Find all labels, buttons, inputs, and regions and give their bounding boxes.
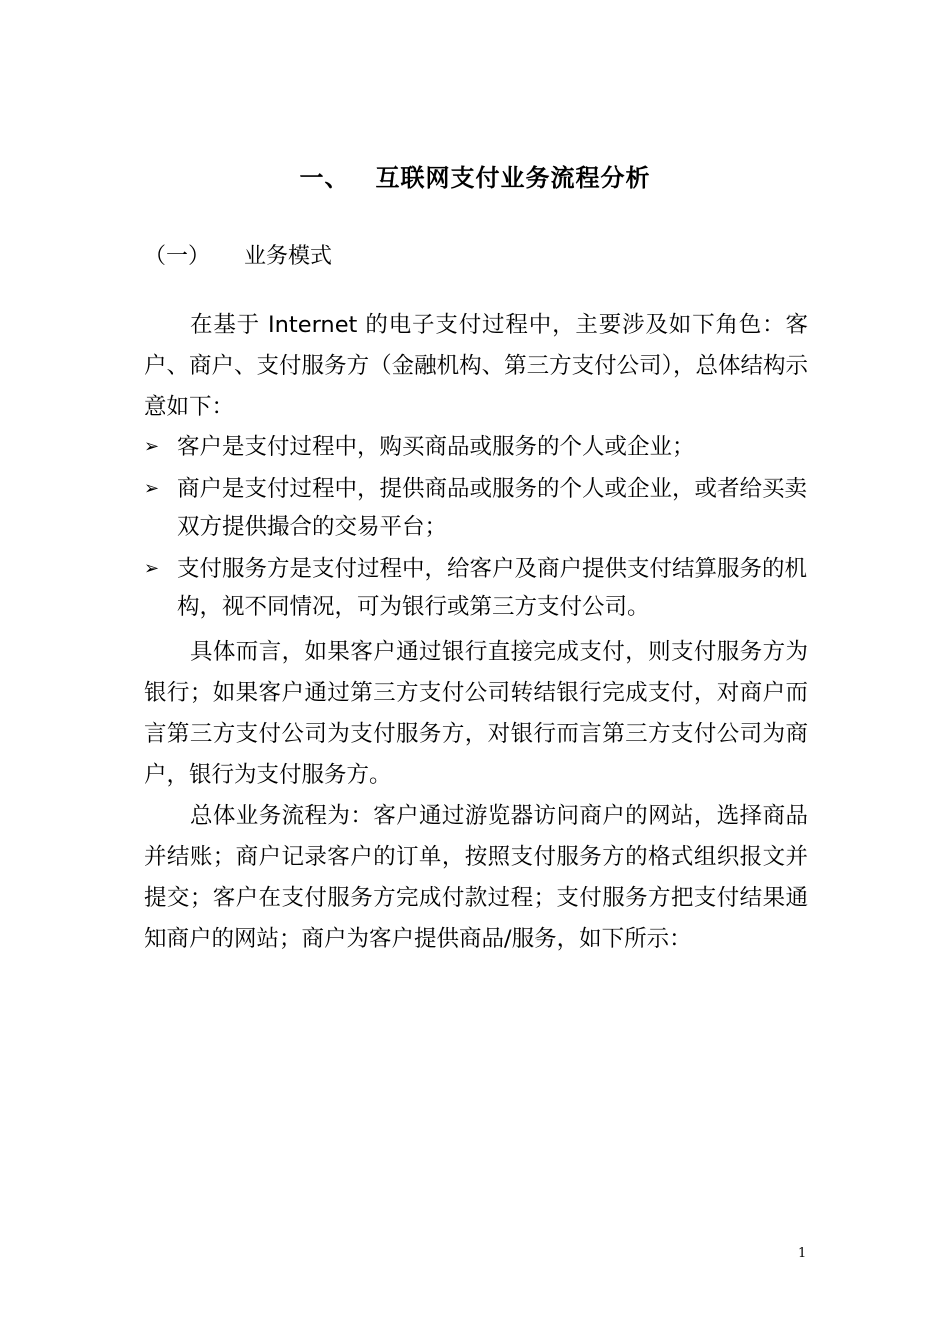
section-number: 一、 xyxy=(299,164,350,192)
subsection-number: （一） xyxy=(144,244,211,269)
section-title: 互联网支付业务流程分析 xyxy=(375,164,651,192)
page-number: 1 xyxy=(798,1246,807,1261)
subsection-heading xyxy=(144,239,332,270)
list-item xyxy=(144,428,808,466)
paragraph-process: 总体业务流程为：客户通过游览器访问商户的网站，选择商品并结账；商户记录客户的订单，按照支付服务方的格式组织报文并提交；客户在支付服务方完成付款过程；支付服务方把支付结果通知商户的网站；商户为客户提供商品/服务，如下所示： xyxy=(144,803,808,952)
arrow-bullet-icon: ➢ xyxy=(144,436,160,457)
paragraph-intro: 在基于 Internet 的电子支付过程中，主要涉及如下角色：客户、商户、支付服务方（金融机构、第三方支付公司），总体结构示意如下： xyxy=(144,312,808,420)
arrow-bullet-icon: ➢ xyxy=(144,478,160,499)
arrow-bullet-icon: ➢ xyxy=(144,558,160,579)
paragraph-detail: 具体而言，如果客户通过银行直接完成支付，则支付服务方为银行；如果客户通过第三方支付公司转结银行完成支付，对商户而言第三方支付公司为支付服务方，对银行而言第三方支付公司为商户，银行为支付服务方。 xyxy=(144,639,808,788)
section-heading xyxy=(0,158,950,193)
body-text xyxy=(144,305,808,960)
list-item-text: 商户是支付过程中，提供商品或服务的个人或企业，或者给买卖双方提供撮合的交易平台； xyxy=(177,476,808,540)
role-list xyxy=(144,428,808,626)
list-item xyxy=(144,470,808,546)
list-item-text: 支付服务方是支付过程中，给客户及商户提供支付结算服务的机构，视不同情况，可为银行或第三方支付公司。 xyxy=(177,556,808,620)
list-item-text: 客户是支付过程中，购买商品或服务的个人或企业； xyxy=(177,434,695,460)
subsection-title: 业务模式 xyxy=(244,244,333,269)
list-item xyxy=(144,550,808,626)
